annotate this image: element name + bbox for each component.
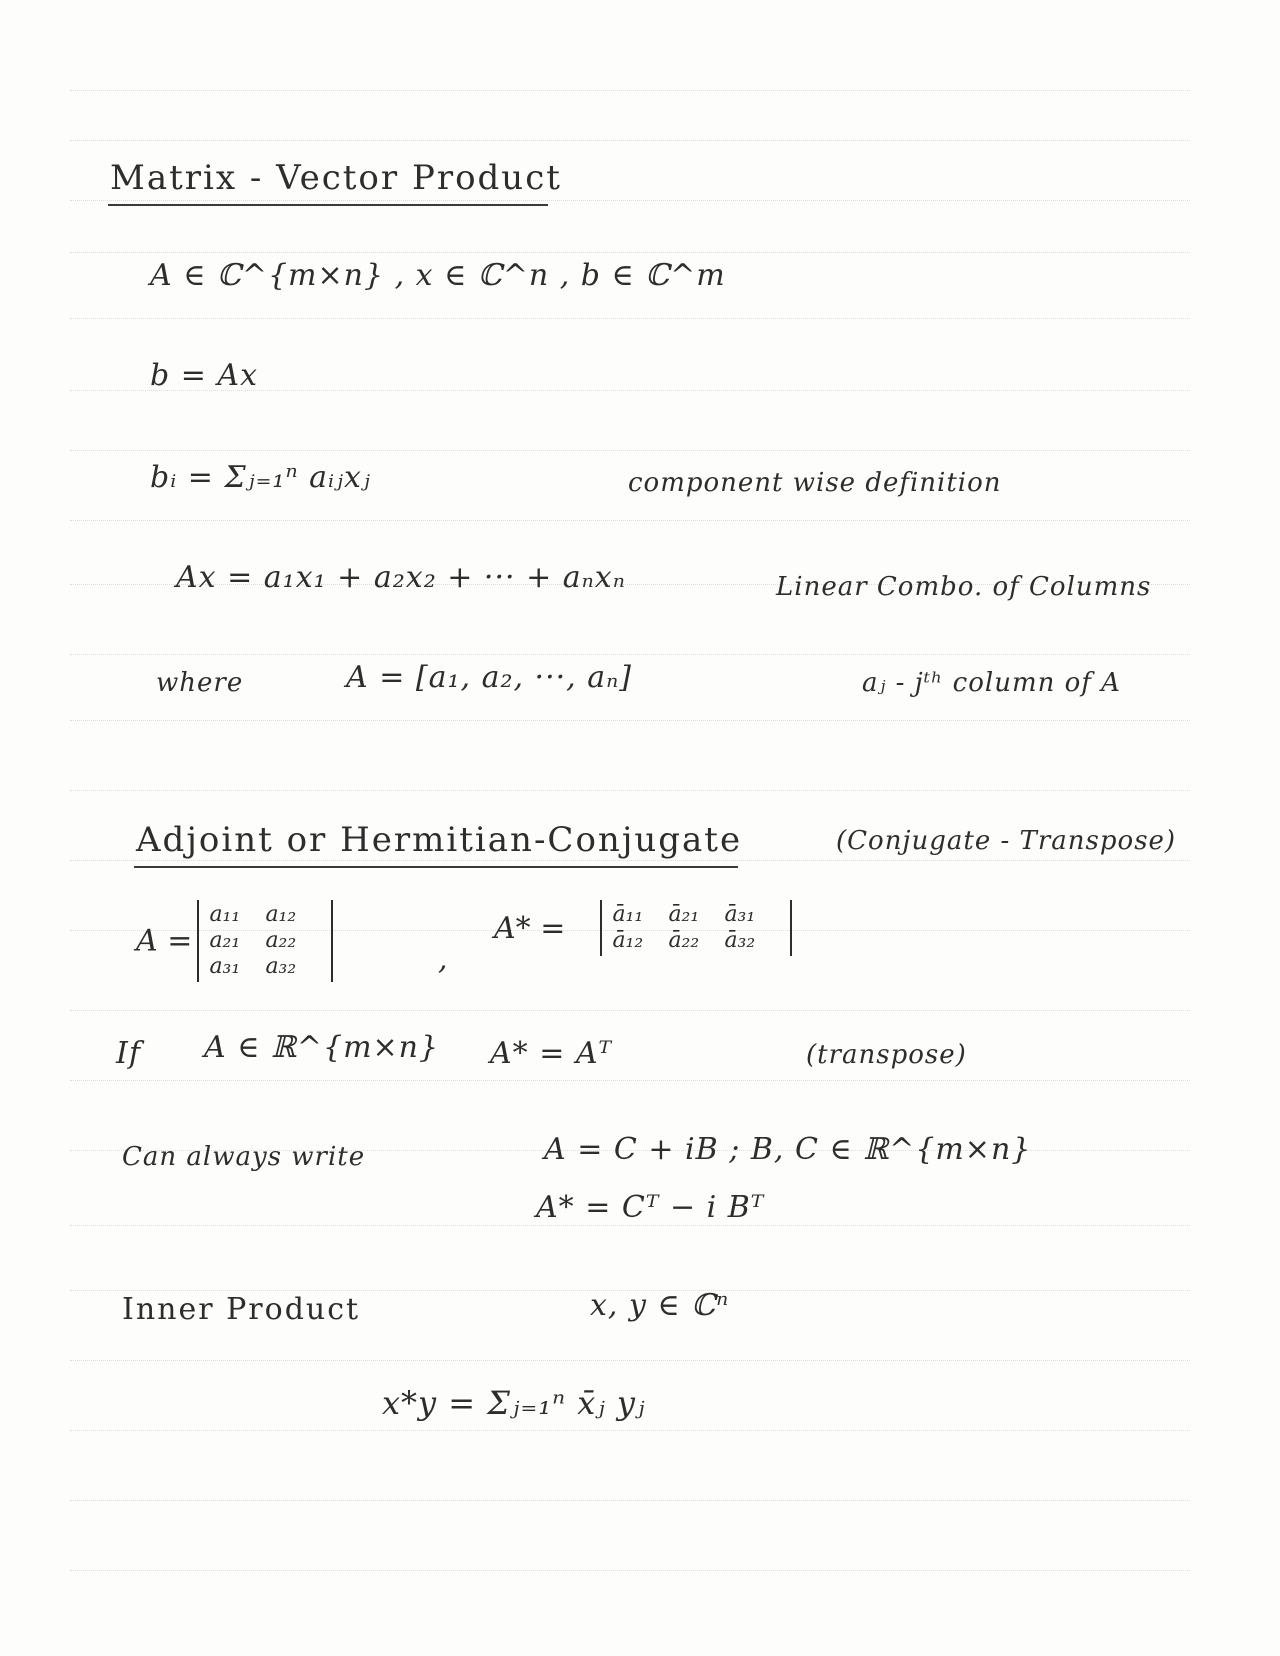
if-label: If [116, 1036, 141, 1071]
matrix-a-entry: a₃₁ [209, 954, 241, 979]
matrix-a-row [209, 954, 321, 980]
page-rule [70, 520, 1190, 521]
where-label: where [156, 668, 244, 698]
page-rule [70, 654, 1190, 655]
real-matrix-condition: A ∈ ℝ^{m×n} [204, 1030, 440, 1065]
matrix-a-star-entry: ā₁₂ [612, 928, 644, 953]
can-always-write-label: Can always write [122, 1142, 366, 1172]
equation-astar-decomposition: A* = Cᵀ − i Bᵀ [536, 1190, 765, 1225]
matrix-a-row [209, 928, 321, 954]
matrix-a-entry: a₁₁ [209, 902, 241, 927]
matrix-a-definition [136, 900, 333, 982]
page-rule [70, 1500, 1190, 1501]
section-title-matrix-vector-product: Matrix - Vector Product [110, 158, 562, 198]
equation-linear-combination: Ax = a₁x₁ + a₂x₂ + ··· + aₙxₙ [176, 560, 626, 595]
matrix-a-entry: a₃₂ [265, 954, 297, 979]
title-underline [108, 204, 548, 206]
lhs-astar: A* = [494, 910, 566, 946]
equation-component-wise: bᵢ = Σⱼ₌₁ⁿ aᵢⱼxⱼ [150, 460, 371, 495]
page-rule [70, 318, 1190, 319]
section-title-adjoint: Adjoint or Hermitian-Conjugate [136, 820, 743, 860]
title-underline [134, 866, 738, 868]
matrix-a [197, 900, 333, 982]
page-rule [70, 1010, 1190, 1011]
page-rule [70, 1570, 1190, 1571]
page-rule [70, 252, 1190, 253]
page-rule [70, 140, 1190, 141]
note-linear-combo-columns: Linear Combo. of Columns [776, 572, 1152, 602]
note-transpose: (transpose) [806, 1040, 967, 1070]
equation-b-equals-ax: b = Ax [150, 358, 258, 393]
page-rule [70, 720, 1190, 721]
page-rule [70, 1225, 1190, 1226]
page-rule [70, 790, 1190, 791]
section-title-inner-product: Inner Product [122, 1292, 361, 1327]
domain-statement: A ∈ ℂ^{m×n} , x ∈ ℂ^n , b ∈ ℂ^m [150, 258, 726, 293]
page-rule [70, 200, 1190, 201]
note-component-wise-definition: component wise definition [628, 468, 1002, 498]
page-rule [70, 860, 1190, 861]
equation-inner-product: x*y = Σⱼ₌₁ⁿ x̄ⱼ yⱼ [382, 1384, 646, 1422]
page-rule [70, 450, 1190, 451]
matrix-a-star-row [612, 902, 780, 928]
lhs-a: A = [136, 923, 193, 959]
page-rule [70, 90, 1190, 91]
matrix-a-entry: a₂₁ [209, 928, 241, 953]
comma-separator: , [438, 942, 449, 977]
matrix-astar-definition [494, 900, 792, 956]
matrix-a-star [600, 900, 792, 956]
matrix-a-star-entry: ā₃₂ [724, 928, 756, 953]
matrix-a-star-entry: ā₂₂ [668, 928, 700, 953]
inner-product-domain: x, y ∈ ℂⁿ [590, 1288, 730, 1323]
subtitle-conjugate-transpose: (Conjugate - Transpose) [836, 826, 1177, 856]
page-rule [70, 1080, 1190, 1081]
matrix-a-entry: a₂₂ [265, 928, 297, 953]
page-rule [70, 1360, 1190, 1361]
matrix-a-entry: a₁₂ [265, 902, 297, 927]
equation-a-decomposition: A = C + iB ; B, C ∈ ℝ^{m×n} [544, 1132, 1032, 1167]
matrix-a-star-entry: ā₃₁ [724, 902, 756, 927]
matrix-a-star-entry: ā₁₁ [612, 902, 644, 927]
adjoint-equals-transpose: A* = Aᵀ [490, 1036, 613, 1071]
page-rule [70, 1430, 1190, 1431]
matrix-a-star-entry: ā₂₁ [668, 902, 700, 927]
note-jth-column: aⱼ - jᵗʰ column of A [862, 668, 1121, 698]
matrix-a-star-row [612, 928, 780, 954]
equation-column-partition: A = [a₁, a₂, ···, aₙ] [346, 660, 632, 695]
matrix-a-row [209, 902, 321, 928]
